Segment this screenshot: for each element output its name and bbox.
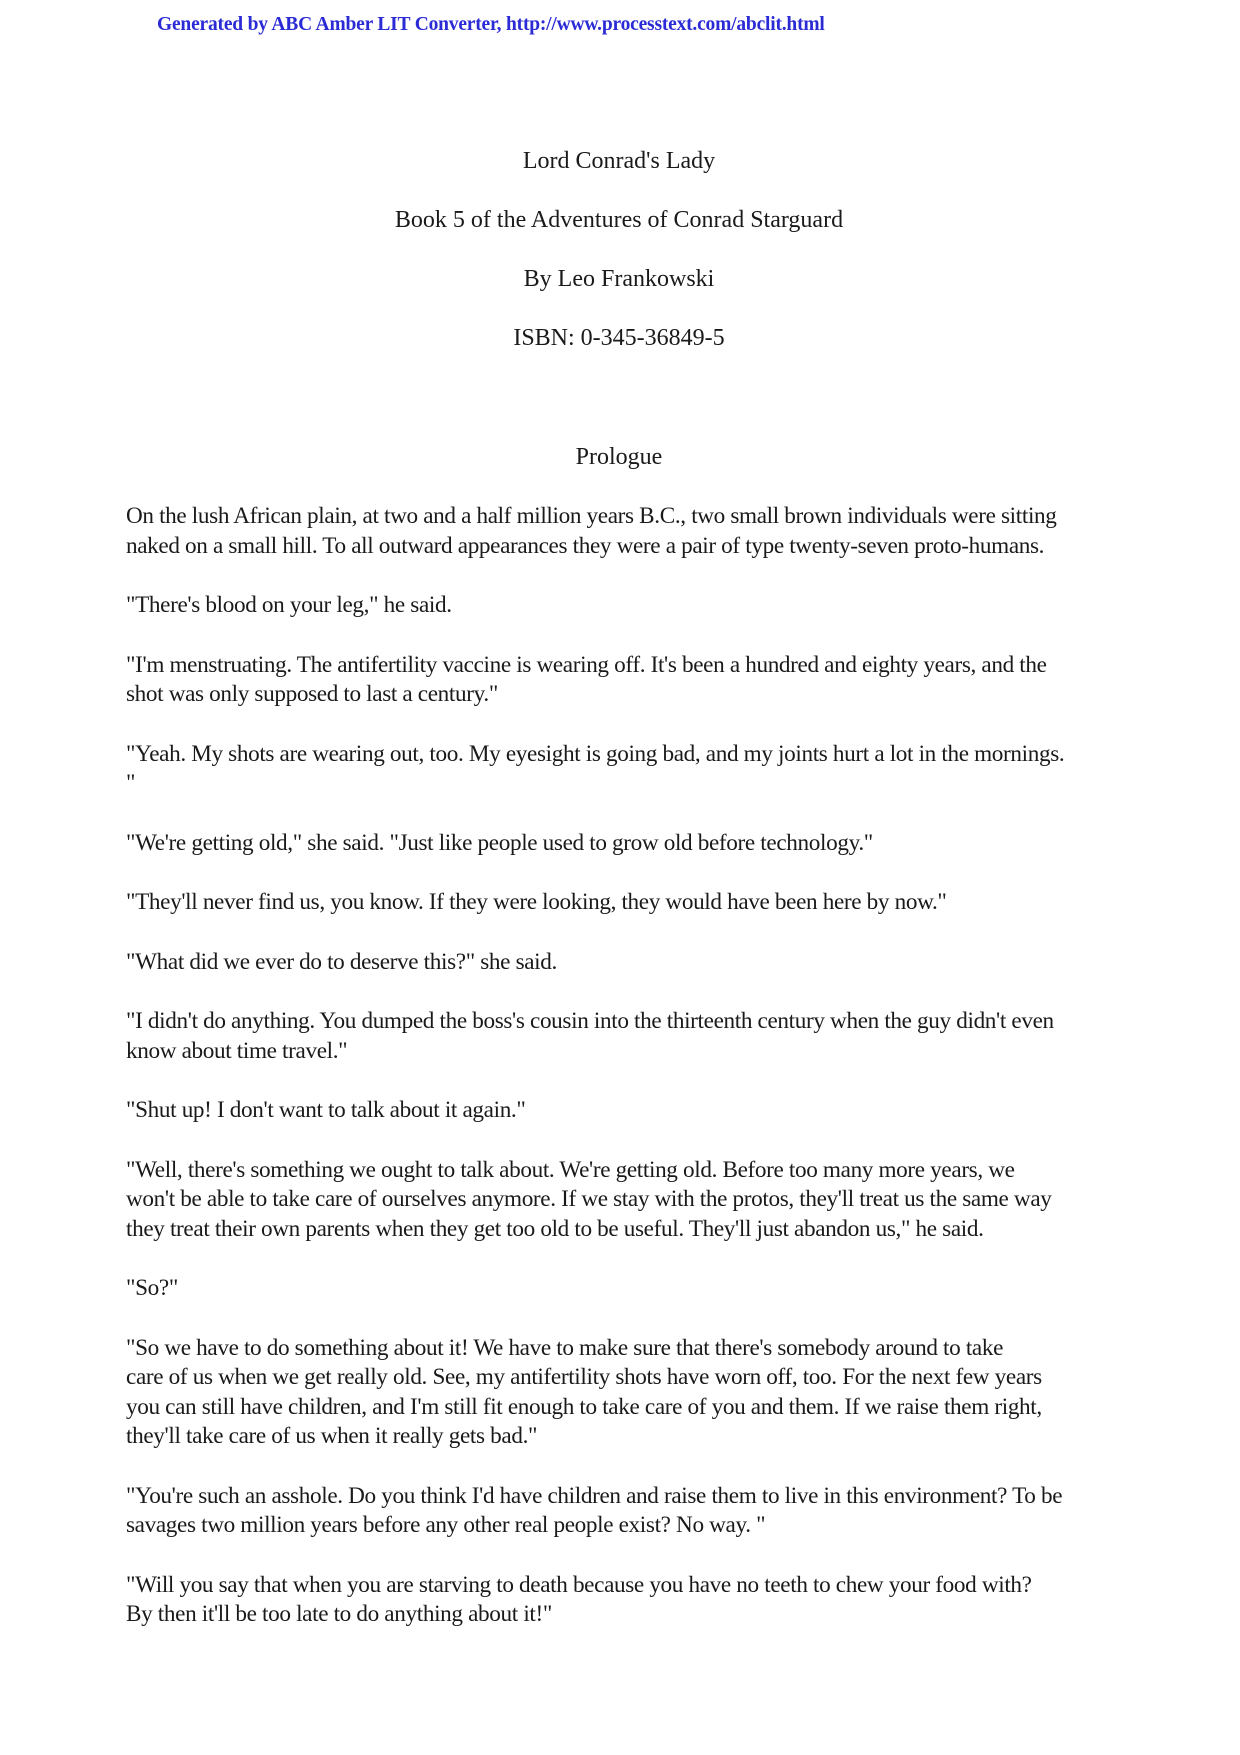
paragraph: "Well, there's something we ought to talk about. We're getting old. Before too many more years, we won't be able to take care of ourselves anymore. If we stay with the protos, they'll treat us the same way they treat their own parents when they get too old to be useful. They'll just abandon us," he said.: [126, 1156, 1052, 1242]
chapter-heading-text: Prologue: [575, 444, 663, 470]
paragraph: "There's blood on your leg," he said.: [126, 592, 452, 618]
paragraph: "So?": [126, 1275, 178, 1301]
paragraph: "What did we ever do to deserve this?" she said.: [126, 948, 557, 975]
book-title: [0, 146, 1240, 176]
paragraph: "Shut up! I don't want to talk about it again.": [126, 1097, 526, 1123]
paragraph: "You're such an asshole. Do you think I'd have children and raise them to live in this environment? To be savages two million years before any other real people exist? No way. ": [126, 1482, 1063, 1538]
paragraph: "I didn't do anything. You dumped the boss's cousin into the thirteenth century when the guy didn't even know about time travel.": [126, 1008, 1054, 1064]
series-text: Book 5 of the Adventures of Conrad Starguard: [394, 207, 844, 233]
chapter-body: [126, 502, 1116, 1660]
paragraph: "So we have to do something about it! We have to make sure that there's somebody around to take care of us when we get really old. See, my antifertility shots have worn off, too. For the next few years you can still have children, and I'm still fit enough to take care of you and them. If we raise them right, they'll take care of us when it really gets bad.": [126, 1334, 1042, 1449]
series-line: [0, 205, 1240, 235]
author-line: [0, 264, 1240, 294]
book-title-text: Lord Conrad's Lady: [522, 148, 716, 174]
paragraph: On the lush African plain, at two and a half million years B.C., two small brown individuals were sitting naked on a small hill. To all outward appearances they were a pair of type twenty-seven proto-humans.: [126, 503, 1057, 559]
paragraph: "Will you say that when you are starving to death because you have no teeth to chew your food with? By then it'll be too late to do anything about it!": [126, 1571, 1032, 1627]
isbn-line: [0, 323, 1240, 353]
banner-text: Generated by ABC Amber LIT Converter,: [157, 14, 506, 35]
paragraph: "I'm menstruating. The antifertility vaccine is wearing off. It's been a hundred and eighty years, and the shot was only supposed to last a century.": [126, 651, 1047, 707]
converter-link[interactable]: http://www.processtext.com/abclit.html: [506, 14, 825, 35]
chapter-heading: [0, 442, 1240, 472]
converter-banner: [157, 14, 825, 36]
paragraph: "Yeah. My shots are wearing out, too. My eyesight is going bad, and my joints hurt a lot in the mornings. ": [126, 740, 1065, 796]
paragraph: "They'll never find us, you know. If they were looking, they would have been here by now.": [126, 889, 947, 915]
isbn-text: ISBN: 0-345-36849-5: [513, 325, 725, 351]
paragraph: "We're getting old," she said. "Just like people used to grow old before technology.": [126, 829, 873, 856]
author-text: By Leo Frankowski: [523, 266, 715, 292]
